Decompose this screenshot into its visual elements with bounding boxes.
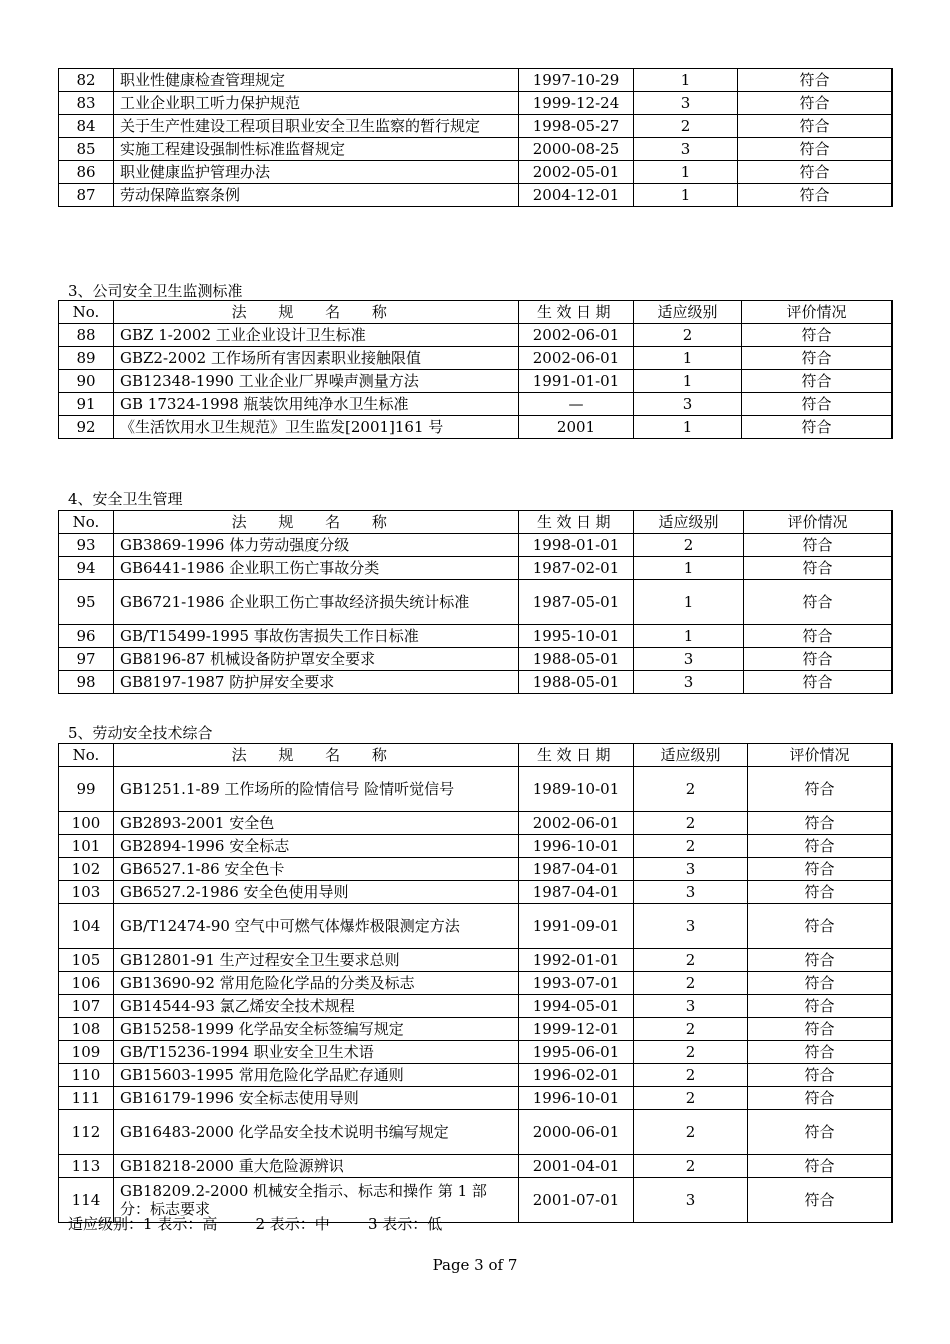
- cell-no: 106: [59, 972, 114, 995]
- cell-date: 1999-12-01: [519, 1018, 634, 1041]
- cell-level: 1: [634, 557, 744, 580]
- cell-no: 97: [59, 648, 114, 671]
- cell-no: 107: [59, 995, 114, 1018]
- cell-level: 3: [634, 995, 748, 1018]
- cell-eval: 符合: [748, 904, 893, 949]
- cell-eval: 符合: [744, 534, 893, 557]
- section-heading-monitoring-standards: 3、公司安全卫生监测标准: [68, 282, 243, 300]
- cell-date: 1998-01-01: [519, 534, 634, 557]
- table-row: [59, 1018, 893, 1041]
- table-row: [59, 972, 893, 995]
- cell-date: 1987-05-01: [519, 580, 634, 625]
- header-level: 适应级别: [634, 511, 744, 534]
- cell-level: 2: [634, 1064, 748, 1087]
- cell-no: 112: [59, 1110, 114, 1155]
- cell-level: 1: [634, 625, 744, 648]
- cell-no: 87: [59, 184, 114, 207]
- cell-level: 1: [634, 161, 738, 184]
- cell-name: GB18218-2000 重大危险源辨识: [114, 1155, 519, 1178]
- cell-level: 3: [634, 393, 742, 416]
- table-row: [59, 161, 893, 184]
- cell-name: GB6721-1986 企业职工伤亡事故经济损失统计标准: [114, 580, 519, 625]
- table-row: [59, 671, 893, 694]
- cell-no: 110: [59, 1064, 114, 1087]
- level-legend: [68, 1213, 442, 1234]
- cell-name: GB15258-1999 化学品安全标签编写规定: [114, 1018, 519, 1041]
- cell-level: 1: [634, 370, 742, 393]
- cell-level: 2: [634, 1018, 748, 1041]
- cell-level: 3: [634, 858, 748, 881]
- cell-level: 2: [634, 534, 744, 557]
- cell-level: 2: [634, 1087, 748, 1110]
- cell-name: GB/T15499-1995 事故伤害损失工作日标准: [114, 625, 519, 648]
- cell-level: 2: [634, 115, 738, 138]
- cell-date: 1996-10-01: [519, 1087, 634, 1110]
- cell-name: GB6527.2-1986 安全色使用导则: [114, 881, 519, 904]
- cell-name: GB18209.2-2000 机械安全指示、标志和操作 第 1 部分：标志要求: [114, 1178, 519, 1223]
- cell-date: 1996-10-01: [519, 835, 634, 858]
- cell-no: 96: [59, 625, 114, 648]
- cell-no: 113: [59, 1155, 114, 1178]
- cell-name: 《生活饮用水卫生规范》卫生监发[2001]161 号: [114, 416, 519, 439]
- table-row: [59, 416, 893, 439]
- cell-eval: 符合: [748, 1155, 893, 1178]
- cell-date: 1987-02-01: [519, 557, 634, 580]
- cell-date: 2002-06-01: [519, 347, 634, 370]
- header-level: 适应级别: [634, 744, 748, 767]
- cell-eval: 符合: [742, 370, 893, 393]
- cell-date: 1991-01-01: [519, 370, 634, 393]
- table-row: [59, 995, 893, 1018]
- table-row: [59, 347, 893, 370]
- table-row: [59, 184, 893, 207]
- cell-name: GB12801-91 生产过程安全卫生要求总则: [114, 949, 519, 972]
- cell-name: GBZ2-2002 工作场所有害因素职业接触限值: [114, 347, 519, 370]
- cell-eval: 符合: [748, 835, 893, 858]
- table-row: [59, 1155, 893, 1178]
- regulation-table-monitoring-standards: [58, 300, 893, 439]
- cell-date: 1997-10-29: [519, 69, 634, 92]
- cell-name: GB 17324-1998 瓶装饮用纯净水卫生标准: [114, 393, 519, 416]
- cell-name: 劳动保障监察条例: [114, 184, 519, 207]
- cell-level: 1: [634, 347, 742, 370]
- cell-name: GB2894-1996 安全标志: [114, 835, 519, 858]
- cell-date: 1996-02-01: [519, 1064, 634, 1087]
- cell-name: 工业企业职工听力保护规范: [114, 92, 519, 115]
- regulation-table-labor-safety-technology: [58, 743, 893, 1223]
- cell-level: 3: [634, 1178, 748, 1223]
- cell-name: 关于生产性建设工程项目职业安全卫生监察的暂行规定: [114, 115, 519, 138]
- table-row: [59, 557, 893, 580]
- cell-no: 95: [59, 580, 114, 625]
- cell-eval: 符合: [748, 1087, 893, 1110]
- cell-date: 1992-01-01: [519, 949, 634, 972]
- cell-level: 2: [634, 949, 748, 972]
- cell-no: 109: [59, 1041, 114, 1064]
- cell-name: GB3869-1996 体力劳动强度分级: [114, 534, 519, 557]
- cell-eval: 符合: [744, 671, 893, 694]
- cell-level: 1: [634, 184, 738, 207]
- cell-eval: 符合: [742, 324, 893, 347]
- header-date: 生效日期: [519, 511, 634, 534]
- table-row: [59, 812, 893, 835]
- table-row: [59, 1041, 893, 1064]
- cell-name: GB6527.1-86 安全色卡: [114, 858, 519, 881]
- cell-no: 84: [59, 115, 114, 138]
- table-row: [59, 324, 893, 347]
- cell-name: GBZ 1-2002 工业企业设计卫生标准: [114, 324, 519, 347]
- cell-date: 1987-04-01: [519, 858, 634, 881]
- table-row: [59, 1064, 893, 1087]
- cell-name: GB2893-2001 安全色: [114, 812, 519, 835]
- table-header-row: [59, 511, 893, 534]
- cell-eval: 符合: [748, 1018, 893, 1041]
- cell-eval: 符合: [748, 881, 893, 904]
- cell-name: GB/T12474-90 空气中可燃气体爆炸极限测定方法: [114, 904, 519, 949]
- table-row: [59, 648, 893, 671]
- cell-level: 1: [634, 69, 738, 92]
- table-row: [59, 881, 893, 904]
- cell-eval: 符合: [748, 949, 893, 972]
- cell-date: 1995-10-01: [519, 625, 634, 648]
- cell-eval: 符合: [742, 347, 893, 370]
- table-row: [59, 69, 893, 92]
- cell-level: 2: [634, 1041, 748, 1064]
- table-row: [59, 370, 893, 393]
- cell-no: 89: [59, 347, 114, 370]
- cell-no: 99: [59, 767, 114, 812]
- cell-date: 1988-05-01: [519, 671, 634, 694]
- cell-date: 2000-08-25: [519, 138, 634, 161]
- header-date: 生效日期: [519, 744, 634, 767]
- section-heading-labor-safety-technology: 5、劳动安全技术综合: [68, 724, 213, 742]
- cell-level: 3: [634, 92, 738, 115]
- cell-no: 103: [59, 881, 114, 904]
- cell-eval: 符合: [738, 161, 893, 184]
- legend-prefix: 适应级别：: [68, 1215, 144, 1233]
- cell-no: 114: [59, 1178, 114, 1223]
- header-eval: 评价情况: [742, 301, 893, 324]
- cell-no: 101: [59, 835, 114, 858]
- cell-eval: 符合: [748, 995, 893, 1018]
- cell-level: 2: [634, 812, 748, 835]
- cell-no: 85: [59, 138, 114, 161]
- cell-name: GB8196-87 机械设备防护罩安全要求: [114, 648, 519, 671]
- cell-name: GB15603-1995 常用危险化学品贮存通则: [114, 1064, 519, 1087]
- cell-level: 2: [634, 972, 748, 995]
- cell-eval: 符合: [748, 858, 893, 881]
- cell-level: 3: [634, 671, 744, 694]
- cell-no: 92: [59, 416, 114, 439]
- cell-date: 1988-05-01: [519, 648, 634, 671]
- cell-no: 105: [59, 949, 114, 972]
- cell-name: GB13690-92 常用危险化学品的分类及标志: [114, 972, 519, 995]
- table-row: [59, 625, 893, 648]
- cell-eval: 符合: [744, 625, 893, 648]
- cell-name: 职业健康监护管理办法: [114, 161, 519, 184]
- cell-eval: 符合: [742, 416, 893, 439]
- table-row: [59, 115, 893, 138]
- table-row: [59, 393, 893, 416]
- table-row: [59, 949, 893, 972]
- cell-date: 2004-12-01: [519, 184, 634, 207]
- cell-eval: 符合: [748, 812, 893, 835]
- table-row: [59, 767, 893, 812]
- table-row: [59, 1110, 893, 1155]
- cell-name: GB14544-93 氯乙烯安全技术规程: [114, 995, 519, 1018]
- page-number: Page 3 of 7: [432, 1256, 518, 1274]
- cell-date: 2001: [519, 416, 634, 439]
- cell-date: 1995-06-01: [519, 1041, 634, 1064]
- cell-date: 1994-05-01: [519, 995, 634, 1018]
- cell-level: 2: [634, 324, 742, 347]
- regulation-table-safety-management: [58, 510, 893, 694]
- cell-eval: 符合: [738, 184, 893, 207]
- section-heading-safety-management: 4、安全卫生管理: [68, 490, 183, 508]
- table-row: [59, 534, 893, 557]
- cell-name: GB6441-1986 企业职工伤亡事故分类: [114, 557, 519, 580]
- cell-eval: 符合: [748, 767, 893, 812]
- cell-date: 2002-05-01: [519, 161, 634, 184]
- cell-level: 3: [634, 138, 738, 161]
- table-header-row: [59, 744, 893, 767]
- cell-eval: 符合: [748, 972, 893, 995]
- legend-item-low: 3 表示：低: [367, 1215, 443, 1233]
- table-row: [59, 835, 893, 858]
- header-name: 法 规 名 称: [114, 301, 519, 324]
- regulation-table-continued: [58, 68, 893, 207]
- cell-no: 88: [59, 324, 114, 347]
- cell-level: 3: [634, 881, 748, 904]
- cell-no: 91: [59, 393, 114, 416]
- cell-no: 94: [59, 557, 114, 580]
- cell-no: 86: [59, 161, 114, 184]
- legend-item-high: 1 表示：高: [143, 1215, 218, 1233]
- cell-date: 1993-07-01: [519, 972, 634, 995]
- cell-no: 108: [59, 1018, 114, 1041]
- table-row: [59, 904, 893, 949]
- cell-date: 1991-09-01: [519, 904, 634, 949]
- cell-date: 2002-06-01: [519, 324, 634, 347]
- cell-no: 83: [59, 92, 114, 115]
- cell-no: 90: [59, 370, 114, 393]
- cell-eval: 符合: [738, 92, 893, 115]
- cell-level: 1: [634, 416, 742, 439]
- cell-name: 实施工程建设强制性标准监督规定: [114, 138, 519, 161]
- cell-eval: 符合: [738, 115, 893, 138]
- header-no: No.: [59, 301, 114, 324]
- cell-date: 2001-07-01: [519, 1178, 634, 1223]
- cell-name: GB8197-1987 防护屏安全要求: [114, 671, 519, 694]
- cell-name: GB16179-1996 安全标志使用导则: [114, 1087, 519, 1110]
- cell-eval: 符合: [744, 648, 893, 671]
- cell-level: 2: [634, 835, 748, 858]
- cell-level: 2: [634, 767, 748, 812]
- cell-name: 职业性健康检查管理规定: [114, 69, 519, 92]
- cell-date: 1989-10-01: [519, 767, 634, 812]
- table-row: [59, 858, 893, 881]
- cell-name: GB12348-1990 工业企业厂界噪声测量方法: [114, 370, 519, 393]
- header-date: 生效日期: [519, 301, 634, 324]
- table-row: [59, 1087, 893, 1110]
- header-no: No.: [59, 744, 114, 767]
- cell-date: 1999-12-24: [519, 92, 634, 115]
- header-no: No.: [59, 511, 114, 534]
- cell-eval: 符合: [748, 1110, 893, 1155]
- cell-eval: 符合: [744, 580, 893, 625]
- cell-level: 3: [634, 648, 744, 671]
- cell-level: 2: [634, 1110, 748, 1155]
- header-level: 适应级别: [634, 301, 742, 324]
- table-header-row: [59, 301, 893, 324]
- table-row: [59, 138, 893, 161]
- cell-no: 104: [59, 904, 114, 949]
- cell-eval: 符合: [738, 69, 893, 92]
- header-eval: 评价情况: [748, 744, 893, 767]
- cell-level: 1: [634, 580, 744, 625]
- table-row: [59, 580, 893, 625]
- cell-no: 98: [59, 671, 114, 694]
- cell-no: 93: [59, 534, 114, 557]
- header-eval: 评价情况: [744, 511, 893, 534]
- table-row: [59, 92, 893, 115]
- cell-date: 1987-04-01: [519, 881, 634, 904]
- cell-eval: 符合: [738, 138, 893, 161]
- cell-level: 2: [634, 1155, 748, 1178]
- cell-date: 1998-05-27: [519, 115, 634, 138]
- cell-no: 102: [59, 858, 114, 881]
- legend-item-medium: 2 表示：中: [255, 1215, 330, 1233]
- cell-date: 2002-06-01: [519, 812, 634, 835]
- cell-level: 3: [634, 904, 748, 949]
- header-name: 法 规 名 称: [114, 511, 519, 534]
- cell-name: GB1251.1-89 工作场所的险情信号 险情听觉信号: [114, 767, 519, 812]
- cell-no: 100: [59, 812, 114, 835]
- cell-eval: 符合: [742, 393, 893, 416]
- cell-date: —: [519, 393, 634, 416]
- cell-name: GB/T15236-1994 职业安全卫生术语: [114, 1041, 519, 1064]
- cell-eval: 符合: [744, 557, 893, 580]
- cell-eval: 符合: [748, 1064, 893, 1087]
- cell-no: 111: [59, 1087, 114, 1110]
- cell-name: GB16483-2000 化学品安全技术说明书编写规定: [114, 1110, 519, 1155]
- header-name: 法 规 名 称: [114, 744, 519, 767]
- cell-no: 82: [59, 69, 114, 92]
- cell-eval: 符合: [748, 1178, 893, 1223]
- cell-eval: 符合: [748, 1041, 893, 1064]
- cell-date: 2001-04-01: [519, 1155, 634, 1178]
- cell-date: 2000-06-01: [519, 1110, 634, 1155]
